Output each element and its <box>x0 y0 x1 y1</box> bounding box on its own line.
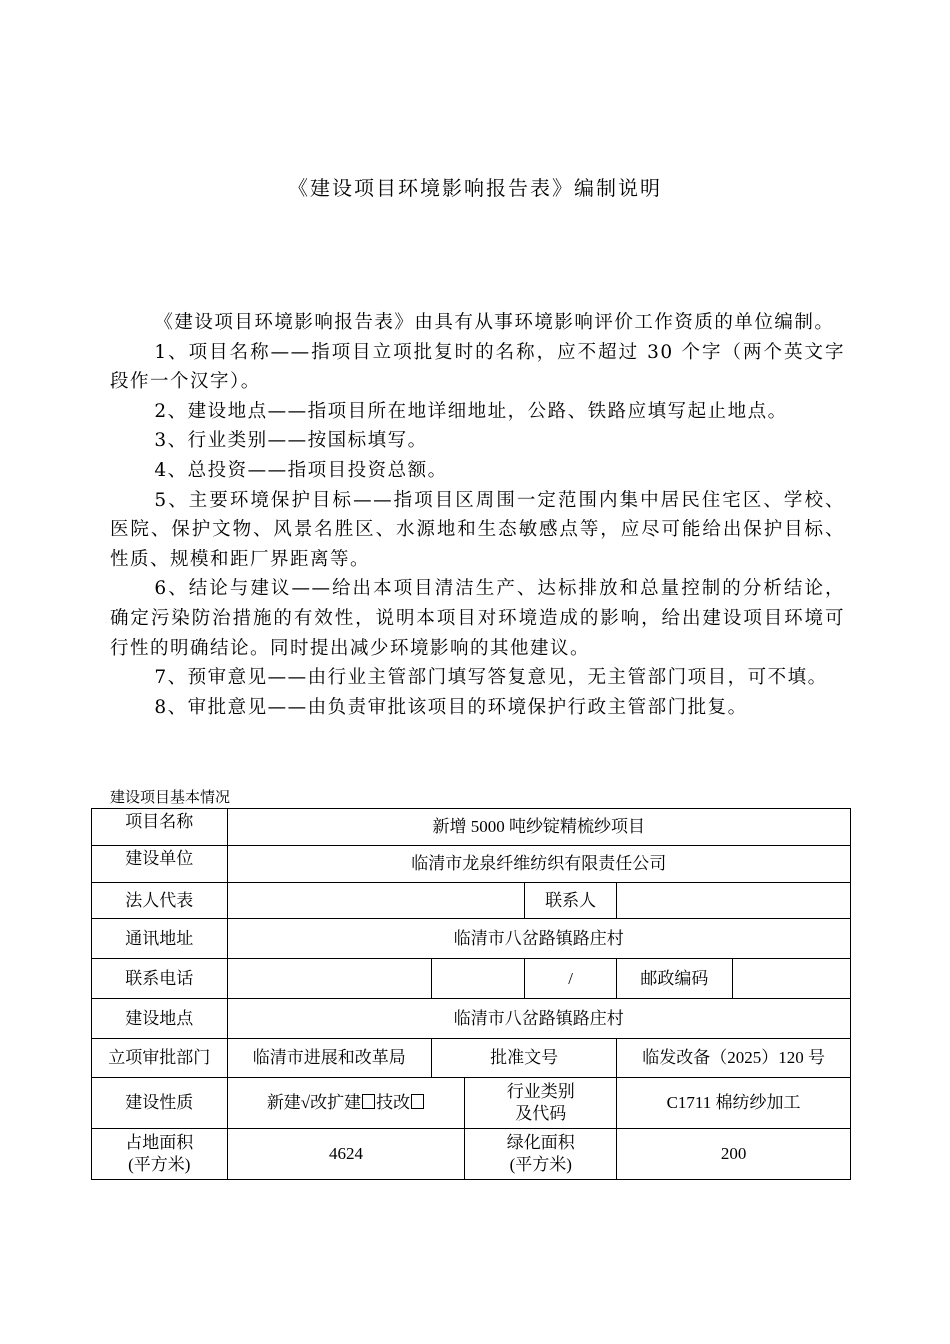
paragraph-1: 1、项目名称——指项目立项批复时的名称，应不超过 30 个字（两个英文字段作一个汉字）。 <box>110 341 845 393</box>
table-row <box>92 809 851 846</box>
address-value: 临清市八岔路镇路庄村 <box>227 919 850 959</box>
paragraph-5: 5、主要环境保护目标——指项目区周围一定范围内集中居民住宅区、学校、医院、保护文物、风景名胜区、水源地和生态敏感点等，应尽可能给出保护目标、性质、规模和距厂界距离等。 <box>110 489 845 570</box>
nature-label: 建设性质 <box>92 1078 228 1129</box>
table-row <box>92 1129 851 1180</box>
table-row <box>92 999 851 1039</box>
table-row <box>92 846 851 883</box>
industry-label <box>465 1078 617 1129</box>
contact-label: 联系人 <box>525 883 617 919</box>
checkbox-expand-icon <box>362 1094 375 1109</box>
project-info-table <box>91 808 851 1180</box>
area-label-line1: 占地面积 <box>125 1133 194 1152</box>
approval-dept-value: 临清市进展和改革局 <box>227 1039 431 1078</box>
nature-value <box>227 1078 465 1129</box>
phone-value <box>227 959 431 999</box>
contact-value <box>617 883 851 919</box>
checkbox-tech-icon <box>411 1094 424 1109</box>
phone-label: 联系电话 <box>92 959 228 999</box>
site-value: 临清市八岔路镇路庄村 <box>227 999 850 1039</box>
slash-value: / <box>525 959 617 999</box>
nature-new-checkmark: √ <box>300 1093 311 1112</box>
industry-label-line1: 行业类别 <box>506 1082 575 1101</box>
area-label <box>92 1129 228 1180</box>
table-row <box>92 919 851 959</box>
area-label-line2: (平方米) <box>128 1155 191 1174</box>
document-title: 《建设项目环境影响报告表》编制说明 <box>288 176 662 200</box>
paragraph-8: 8、审批意见——由负责审批该项目的环境保护行政主管部门批复。 <box>154 696 748 718</box>
fax-value <box>432 959 525 999</box>
site-label: 建设地点 <box>92 999 228 1039</box>
nature-tech: 技改 <box>376 1093 411 1112</box>
green-label-line2: (平方米) <box>509 1155 572 1174</box>
legal-rep-value <box>227 883 524 919</box>
project-name-value: 新增 5000 吨纱锭精梳纱项目 <box>227 809 850 846</box>
approval-dept-label: 立项审批部门 <box>92 1039 228 1078</box>
paragraph-3: 3、行业类别——按国标填写。 <box>154 430 428 452</box>
address-label: 通讯地址 <box>92 919 228 959</box>
table-row <box>92 1039 851 1078</box>
green-label <box>465 1129 617 1180</box>
approval-no-label: 批准文号 <box>432 1039 617 1078</box>
green-label-line1: 绿化面积 <box>506 1133 575 1152</box>
industry-value: C1711 棉纺纱加工 <box>617 1078 851 1129</box>
table-row <box>92 959 851 999</box>
unit-value: 临清市龙泉纤维纺织有限责任公司 <box>227 846 850 883</box>
instructions-body <box>110 308 845 722</box>
nature-new: 新建 <box>266 1093 301 1112</box>
paragraph-4: 4、总投资——指项目投资总额。 <box>154 459 448 481</box>
postcode-value <box>732 959 851 999</box>
paragraph-7: 7、预审意见——由行业主管部门填写答复意见，无主管部门项目，可不填。 <box>154 667 828 689</box>
nature-expand: 改扩建 <box>310 1093 362 1112</box>
table-row <box>92 1078 851 1129</box>
approval-no-value: 临发改备（2025）120 号 <box>617 1039 851 1078</box>
paragraph-2: 2、建设地点——指项目所在地详细地址，公路、铁路应填写起止地点。 <box>154 400 788 422</box>
industry-label-line2: 及代码 <box>515 1104 567 1123</box>
paragraph-6: 6、结论与建议——给出本项目清洁生产、达标排放和总量控制的分析结论，确定污染防治措施的有效性，说明本项目对环境造成的影响，给出建设项目环境可行性的明确结论。同时提出减少环境影响的其他建议。 <box>110 578 845 659</box>
legal-rep-label: 法人代表 <box>92 883 228 919</box>
green-value: 200 <box>617 1129 851 1180</box>
table-row <box>92 883 851 919</box>
area-value: 4624 <box>227 1129 465 1180</box>
postcode-label: 邮政编码 <box>617 959 732 999</box>
table-caption: 建设项目基本情况 <box>110 788 231 806</box>
project-name-label: 项目名称 <box>92 809 228 846</box>
paragraph-intro: 《建设项目环境影响报告表》由具有从事环境影响评价工作资质的单位编制。 <box>154 312 835 333</box>
unit-label: 建设单位 <box>92 846 228 883</box>
